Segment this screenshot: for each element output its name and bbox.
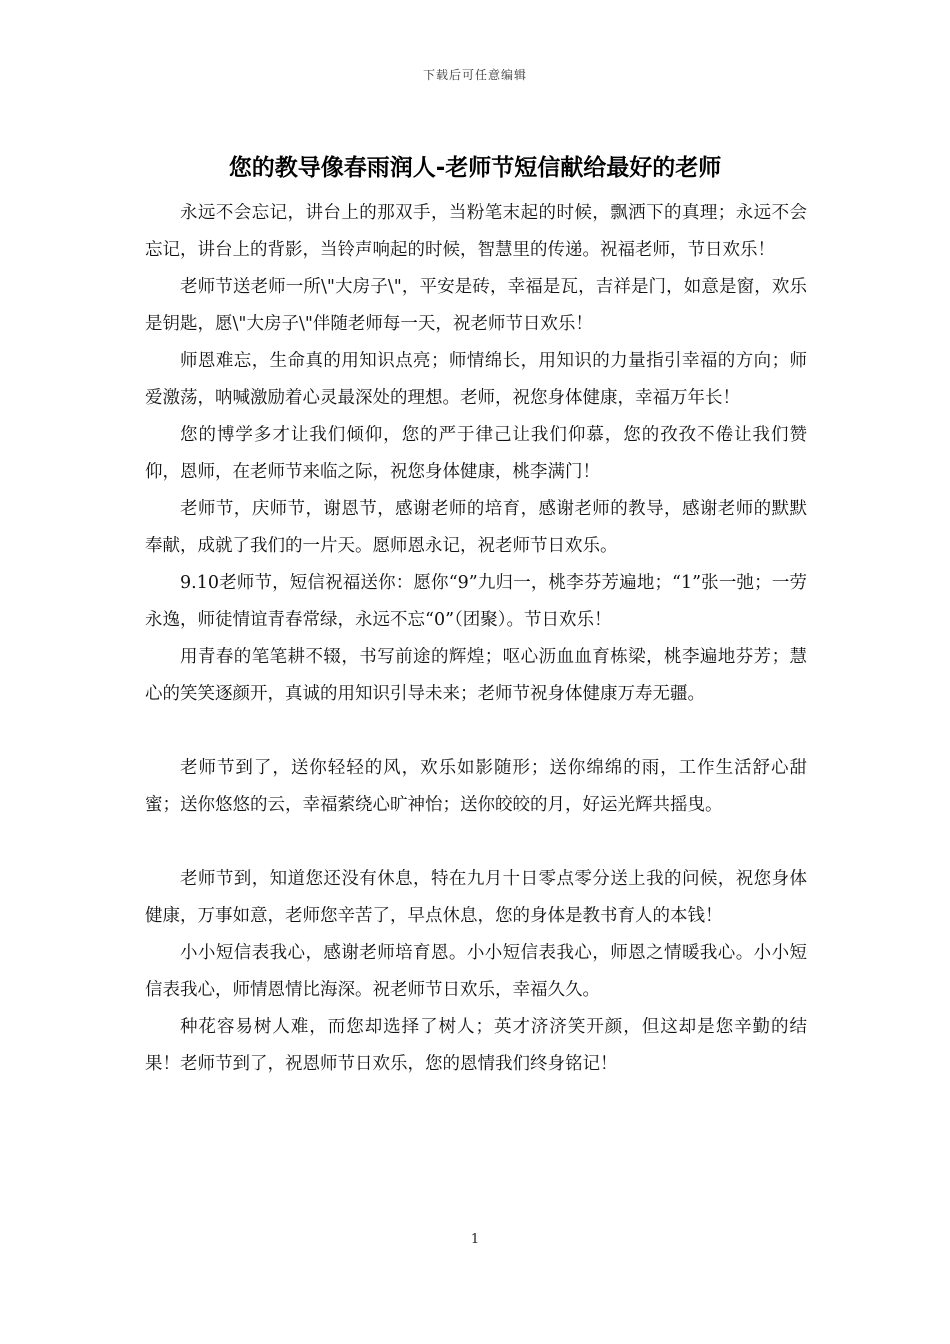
paragraph-2: 老师节送老师一所\"大房子\"，平安是砖，幸福是瓦，吉祥是门，如意是窗，欢乐是钥匙，愿\"大房子\"伴随老师每一天，祝老师节日欢乐！ bbox=[145, 277, 807, 334]
paragraph-5: 老师节，庆师节，谢恩节，感谢老师的培育，感谢老师的教导，感谢老师的默默奉献，成就了我们的一片天。愿师恩永记，祝老师节日欢乐。 bbox=[145, 499, 807, 556]
paragraph-7: 用青春的笔笔耕不辍，书写前途的辉煌；呕心沥血血育栋梁，桃李遍地芬芳；慧心的笑笑逐颜开，真诚的用知识引导未来；老师节祝身体健康万寿无疆。 bbox=[145, 647, 807, 704]
paragraph-3: 师恩难忘，生命真的用知识点亮；师情绵长，用知识的力量指引幸福的方向；师爱激荡，呐喊激励着心灵最深处的理想。老师，祝您身体健康，幸福万年长！ bbox=[145, 351, 807, 408]
paragraph-4: 您的博学多才让我们倾仰，您的严于律己让我们仰慕，您的孜孜不倦让我们赞仰，恩师，在老师节来临之际，祝您身体健康，桃李满门！ bbox=[145, 425, 807, 482]
document-title: 您的教导像春雨润人-老师节短信献给最好的老师 bbox=[228, 155, 722, 181]
paragraph-10: 小小短信表我心，感谢老师培育恩。小小短信表我心，师恩之情暖我心。小小短信表我心，师情恩情比海深。祝老师节日欢乐，幸福久久。 bbox=[145, 943, 807, 1000]
paragraph-1: 永远不会忘记，讲台上的那双手，当粉笔末起的时候，飘洒下的真理；永远不会忘记，讲台上的背影，当铃声响起的时候，智慧里的传递。祝福老师，节日欢乐！ bbox=[145, 203, 807, 260]
paragraph-8: 老师节到了，送你轻轻的风，欢乐如影随形；送你绵绵的雨，工作生活舒心甜蜜；送你悠悠的云，幸福萦绕心旷神怡；送你皎皎的月，好运光辉共摇曳。 bbox=[145, 758, 807, 815]
document-body bbox=[145, 195, 807, 1083]
paragraph-9: 老师节到，知道您还没有休息，特在九月十日零点零分送上我的问候，祝您身体健康，万事如意，老师您辛苦了，早点休息，您的身体是教书育人的本钱！ bbox=[145, 869, 807, 926]
paragraph-11: 种花容易树人难，而您却选择了树人；英才济济笑开颜，但这却是您辛勤的结果！老师节到了，祝恩师节日欢乐，您的恩情我们终身铭记！ bbox=[145, 1017, 807, 1074]
page-number: 1 bbox=[470, 1232, 480, 1247]
header-note: 下载后可任意编辑 bbox=[422, 68, 527, 82]
paragraph-6: 9.10老师节，短信祝福送你：愿你“9”九归一，桃李芬芳遍地；“1”张一弛；一劳永逸，师徒情谊青春常绿，永远不忘“0”（团聚）。节日欢乐！ bbox=[145, 573, 807, 630]
